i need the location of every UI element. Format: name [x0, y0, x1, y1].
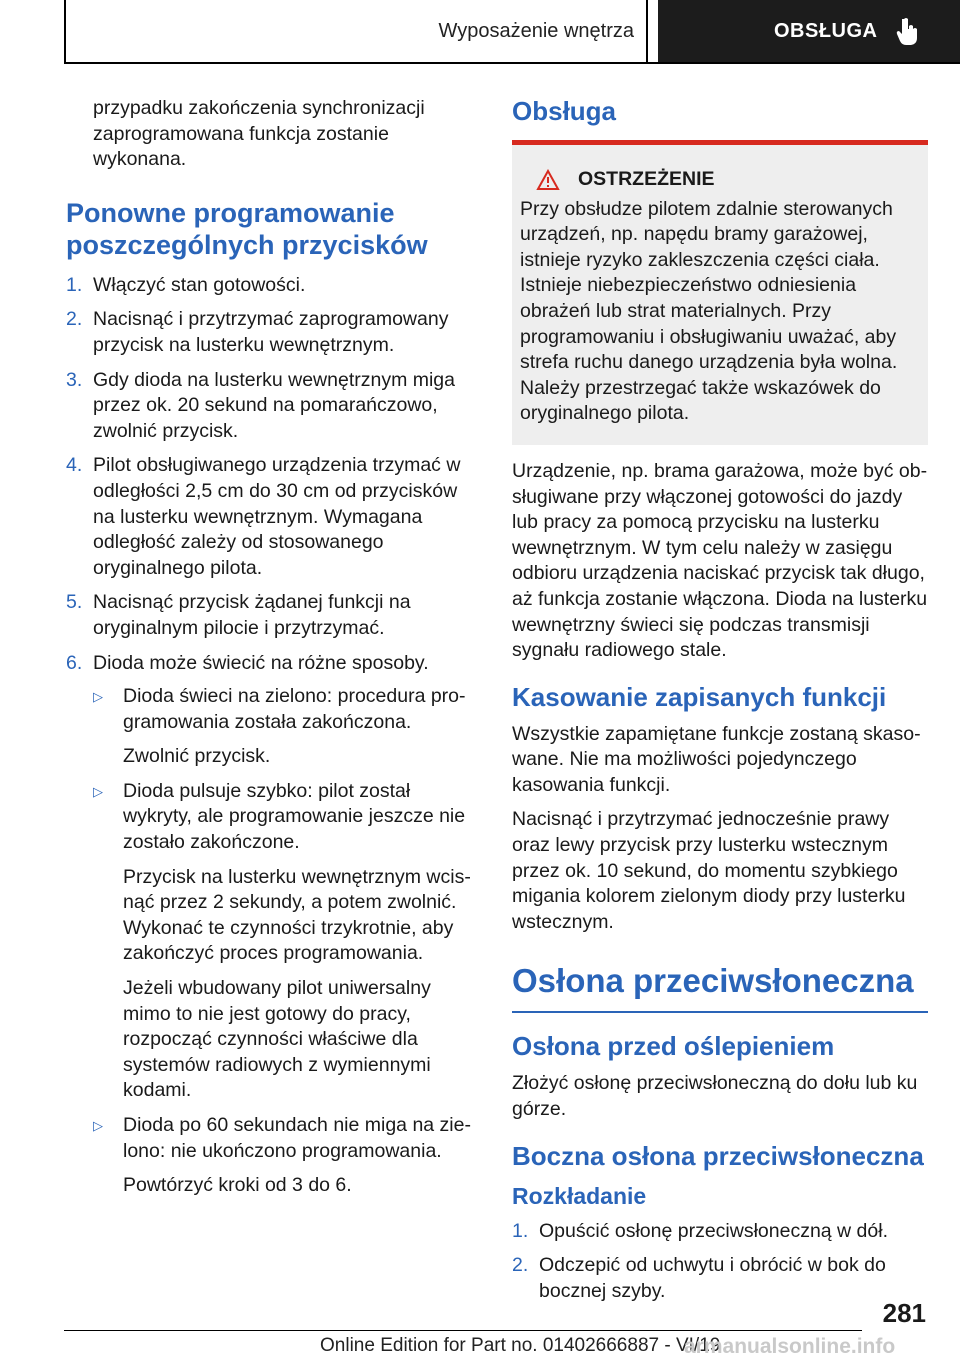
- substep-note: Powtórzyć kroki od 3 do 6.: [123, 1174, 352, 1197]
- step-number: 4.: [66, 454, 83, 477]
- main-section-heading: Osłona przeciwsłoneczna: [512, 962, 914, 1000]
- kasowanie-paragraph-1: Wszystkie zapamiętane funkcje zostaną skasowane. Nie ma możliwości pojedynczego kasowania funkcji.: [512, 722, 921, 796]
- reprogram-heading: Ponowne programowanie poszczególnych przycisków: [66, 197, 428, 260]
- step-item: [66, 453, 480, 581]
- hand-pointer-icon: [896, 17, 920, 45]
- header-tab-label: OBSŁUGA: [774, 19, 878, 42]
- lead-paragraph: przypadku zakończenia synchronizacji zaprogramowana funkcja zostanie wykonana.: [93, 97, 425, 171]
- step-text: Włączyć stan gotowości.: [93, 273, 306, 296]
- footer-rule: [64, 1330, 862, 1331]
- obsluga-paragraph: Urządzenie, np. brama garażowa, może być obsługiwane przy włączonej gotowości do jazdy lub pracy za pomocą przycisku na lusterku wewnętrznym. W tym celu należy w zasięgu odbioru urządzenia naciskać przycisk tak długo, aż funkcja zostanie włączona. Dioda na lusterku wewnętrzny świeci się podczas transmisji sygnału radiowego stale.: [512, 459, 928, 662]
- triangle-bullet-icon: ▷: [93, 783, 103, 799]
- right-column: [512, 96, 928, 1313]
- step-text: Odczepić od uchwytu i obrócić w bok do bocznej szyby.: [539, 1254, 886, 1302]
- substep-item: [93, 684, 480, 770]
- kasowanie-paragraph-2: Nacisnąć i przytrzymać jednocześnie prawy oraz lewy przycisk przy lusterku wstecznym przez ok. 10 sekund, do momentu szybkiego migania kolorem zielonym diody przy lusterku wstecznym.: [512, 808, 906, 933]
- header-tab[interactable]: [658, 0, 960, 62]
- step-text: Gdy dioda na lusterku wewnętrznym miga przez ok. 20 sekund na pomarańczowo, zwolnić przycisk.: [93, 368, 455, 442]
- step-item: [66, 273, 480, 299]
- step-item: [66, 590, 480, 641]
- edition-text: Online Edition for Part no. 01402666887 - VI/19: [320, 1335, 721, 1356]
- substep-item: [93, 1113, 480, 1199]
- step-item: [66, 651, 480, 1199]
- step-text: Dioda może świecić na różne sposoby.: [93, 651, 429, 674]
- substep-item: [93, 779, 480, 1104]
- obsluga-heading: Obsługa: [512, 96, 617, 126]
- step-item: [512, 1253, 928, 1304]
- substep-text: Dioda po 60 sekundach nie miga na zielono: nie ukończono programowania.: [123, 1114, 471, 1162]
- substep-note: Przycisk na lusterku wewnętrznym wcisnąć przez 2 sekundy, a potem zwolnić. Wykonać te czynności trzykrotnie, aby zakończyć proces programowania.: [123, 865, 471, 965]
- kasowanie-heading: Kasowanie zapisanych funkcji: [512, 681, 887, 712]
- step-number: 1.: [66, 273, 83, 296]
- step-item: [512, 1219, 928, 1245]
- oslepieniem-heading: Osłona przed oślepieniem: [512, 1031, 835, 1062]
- boczna-heading: Boczna osłona przeciwsłoneczna: [512, 1140, 924, 1171]
- reprogram-steps: [66, 273, 480, 1199]
- warning-title: [520, 167, 920, 193]
- rozkladanie-steps: [512, 1219, 928, 1305]
- step-text: Nacisnąć przycisk żądanej funkcji na oryginalnym pilocie i przytrzymać.: [93, 591, 411, 639]
- substep-text: Dioda świeci na zielono: procedura programowania została zakończona.: [123, 685, 466, 733]
- step-text: Opuścić osłonę przeciwsłoneczną w dół.: [539, 1219, 889, 1242]
- warning-triangle-icon: [536, 169, 560, 191]
- step-number: 2.: [512, 1254, 529, 1277]
- triangle-bullet-icon: ▷: [93, 1118, 103, 1133]
- header-section-title: Wyposażenie wnętrza: [438, 19, 634, 42]
- step-number: 6.: [66, 651, 83, 674]
- step-text: Pilot obsługiwanego urządzenia trzymać w odległości 2,5 cm do 30 cm od przycisków na lusterku wewnętrznym. Wymagana odległość zależy od stosowanego oryginalnego pilota.: [93, 454, 461, 579]
- step-item: [66, 307, 480, 358]
- step-number: 1.: [512, 1219, 529, 1242]
- step-number: 2.: [66, 308, 83, 331]
- watermark: armanualsonline.info: [684, 1335, 896, 1358]
- warning-box: [512, 145, 928, 445]
- warning-text: Przy obsłudze pilotem zdalnie sterowanych urządzeń, np. napędu bramy garażowej, istnieje ryzyko zakleszczenia części ciała. Istnieje niebezpieczeństwo odniesienia obrażeń lub strat materialnych. Przy programowaniu i obsługiwaniu uważać, aby strefa ruchu danego urządzenia była wolna. Należy przestrzegać także wskazówek do oryginalnego pilota.: [520, 197, 898, 425]
- step-number: 5.: [66, 591, 83, 614]
- warning-title-text: OSTRZEŻENIE: [578, 168, 715, 190]
- page-number: 281: [882, 1298, 926, 1328]
- header-separator: [646, 0, 648, 64]
- left-column: [66, 96, 480, 1208]
- led-states-list: [93, 684, 480, 1199]
- substep-text: Dioda pulsuje szybko: pilot został wykryty, ale programowanie jeszcze nie zostało zakończone.: [123, 779, 466, 854]
- header-rule: [64, 62, 960, 64]
- substep-note: Jeżeli wbudowany pilot uniwersalny mimo to nie jest gotowy do pracy, rozpocząć czynności właściwe dla systemów radiowych z wymiennymi kodami.: [123, 977, 431, 1102]
- step-text: Nacisnąć i przytrzymać zaprogramowany przycisk na lusterku wewnętrznym.: [93, 308, 449, 356]
- step-item: [66, 368, 480, 445]
- section-rule: [512, 1011, 928, 1013]
- triangle-bullet-icon: ▷: [93, 689, 103, 705]
- oslepieniem-paragraph: Złożyć osłonę przeciwsłoneczną do dołu lub ku górze.: [512, 1072, 918, 1121]
- step-number: 3.: [66, 368, 83, 391]
- substep-note: Zwolnić przycisk.: [123, 745, 271, 768]
- rozkladanie-heading: Rozkładanie: [512, 1182, 647, 1209]
